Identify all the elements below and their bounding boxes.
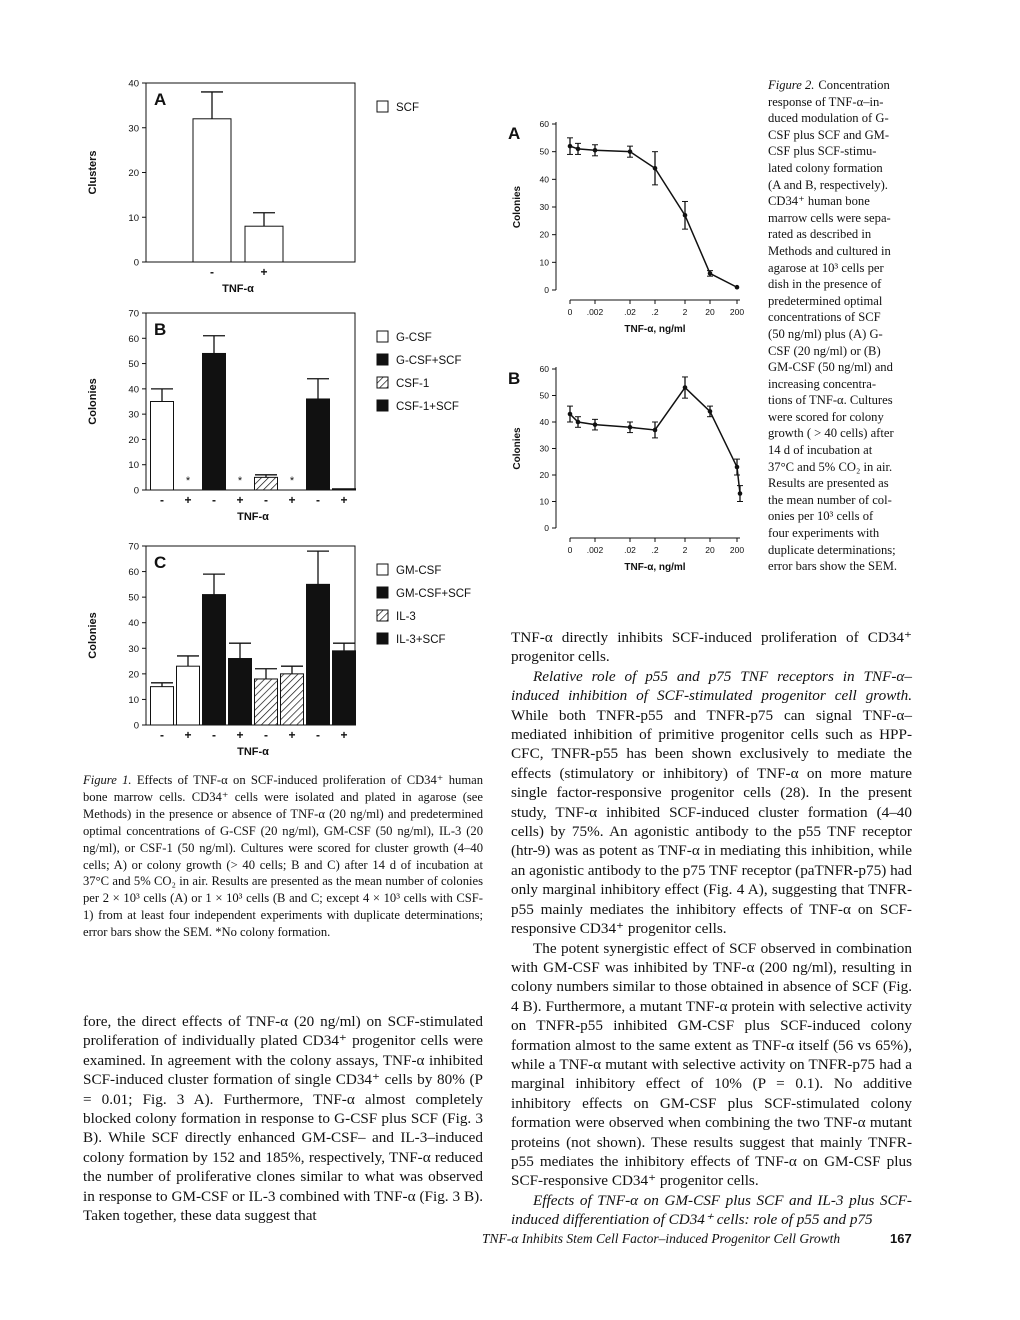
figure1-caption-label: Figure 1. [83, 773, 132, 787]
tnf-sign: + [340, 728, 348, 742]
bar [203, 353, 226, 490]
y-tick-label: 20 [128, 168, 139, 179]
y-tick-label: 60 [128, 333, 139, 345]
figure2-caption-line: rated as described in [768, 227, 872, 242]
x-tick-label: 2 [682, 307, 688, 317]
no-colony-mark: * [185, 475, 191, 487]
figure2-caption [768, 77, 928, 575]
y-tick-label: 20 [539, 470, 549, 480]
bar [177, 666, 200, 725]
tnf-sign: - [212, 728, 216, 742]
panel-letter: A [154, 90, 167, 109]
figure2-caption-line: Methods and cultured in [768, 243, 891, 258]
legend-label: IL-3+SCF [396, 634, 446, 646]
x-tick-label: 20 [705, 307, 715, 317]
figure2-caption-line: were scored for colony [768, 409, 884, 424]
tnf-sign: + [288, 728, 296, 742]
figure2-caption-line: error bars show the SEM. [768, 559, 898, 574]
x-tick-label: 0 [567, 307, 573, 317]
figure1-caption [83, 772, 483, 941]
legend-swatch [377, 377, 388, 388]
bar [151, 402, 174, 491]
y-tick-label: 0 [133, 257, 139, 269]
figure1-panel-b [80, 305, 500, 530]
tnf-sign: - [160, 728, 164, 742]
y-tick-label: 30 [128, 643, 139, 655]
data-point [628, 425, 633, 430]
legend-swatch [377, 587, 388, 598]
figure1-panel-c [80, 538, 500, 763]
left-column-paragraph: fore, the direct effects of TNF-α (20 ng/ml) on SCF-stimulated proliferation of individually plated CD34⁺ progenitor cells were examined. In agreement with the colony assays, TNF-α inhibited SCF-induced cluster formation of single CD34⁺ cells by 80% (P = 0.01; Fig. 3 A). Furthermore, TNF-α almost completely blocked colony formation in response to G-CSF plus SCF (Fig. 3 B). While SCF directly enhanced GM-CSF– and IL-3–induced colony formation by 152 and 185%, respectively, TNF-α reduced the number of proliferative clones similar to what was observed in response to GM-CSF or IL-3 combined with TNF-α (Fig. 3 B). Taken together, these data suggest that [83, 1013, 483, 1225]
x-tick-label: .002 [586, 545, 604, 555]
y-tick-label: 50 [128, 359, 139, 371]
data-point [708, 271, 713, 276]
y-tick-label: 60 [539, 364, 549, 374]
legend-label: SCF [396, 102, 419, 114]
bar [193, 119, 231, 262]
figure2-caption-line: increasing concentra- [768, 376, 877, 391]
figure2-caption-line: (A and B, respectively). [768, 177, 888, 192]
legend-swatch [377, 564, 388, 575]
x-axis-label: TNF-α [222, 283, 254, 295]
data-point [628, 149, 633, 154]
figure2-caption-line: marrow cells were sepa- [768, 210, 891, 225]
legend-swatch [377, 633, 388, 644]
y-tick-label: 10 [128, 212, 139, 224]
legend-swatch [377, 331, 388, 342]
y-tick-label: 10 [128, 694, 139, 706]
legend-swatch [377, 610, 388, 621]
figure2-caption-line: tions of TNF-α. Cultures [768, 393, 893, 408]
no-colony-mark: * [237, 475, 243, 487]
x-axis-label: TNF-α, ng/ml [624, 324, 686, 335]
data-point [653, 428, 658, 433]
data-point [708, 409, 713, 414]
y-tick-label: 60 [128, 567, 139, 579]
y-tick-label: 40 [539, 417, 549, 427]
figure2-caption-line: the mean number of col- [768, 492, 892, 507]
x-tick-label: .002 [586, 307, 604, 317]
figure2-caption-line: predetermined optimal [768, 293, 883, 308]
figure2-caption-line: CD34⁺ human bone [768, 194, 870, 209]
figure2-caption-line: (50 ng/ml) plus (A) G- [768, 326, 883, 341]
figure2-caption-label: Figure 2. [768, 78, 815, 92]
tnf-sign: - [316, 493, 320, 507]
right-column-text [511, 628, 912, 1230]
tnf-sign: + [184, 728, 192, 742]
y-tick-label: 40 [128, 618, 139, 630]
figure2-caption-line: 37°C and 5% CO₂ in air. [768, 459, 893, 474]
bar [255, 679, 278, 725]
data-point [683, 385, 688, 390]
data-point [683, 213, 688, 218]
x-tick-label: 0 [567, 545, 573, 555]
bar [245, 226, 283, 262]
y-tick-label: 40 [539, 174, 549, 185]
legend-label: CSF-1 [396, 378, 430, 390]
left-column-text [83, 1012, 483, 1225]
y-tick-label: 0 [544, 285, 549, 295]
y-tick-label: 40 [128, 384, 139, 396]
x-tick-label: .2 [651, 307, 659, 317]
tnf-sign: + [236, 728, 244, 742]
legend-label: CSF-1+SCF [396, 401, 459, 413]
panel-letter: A [508, 124, 521, 143]
tnf-sign: - [316, 728, 320, 742]
y-tick-label: 30 [128, 409, 139, 421]
panel-letter: B [508, 369, 521, 388]
figure2-caption-line: CSF plus SCF-stimu- [768, 144, 877, 159]
bar [151, 687, 174, 725]
data-point [576, 420, 581, 425]
y-tick-label: 0 [544, 523, 549, 533]
legend-swatch [377, 354, 388, 365]
data-point [735, 465, 740, 470]
y-tick-label: 20 [128, 669, 139, 681]
figure2-caption-line: growth ( > 40 cells) after [768, 426, 894, 441]
x-axis-label: TNF-α [237, 746, 269, 758]
figure2-caption-line: Concentration [818, 78, 890, 92]
tnf-sign: - [264, 728, 268, 742]
bar [255, 477, 278, 490]
tnf-sign: + [260, 265, 268, 279]
bar [333, 489, 356, 490]
right-paragraph-4 [511, 1191, 912, 1230]
y-tick-label: 40 [128, 78, 139, 90]
bar [307, 584, 330, 725]
bar [333, 651, 356, 725]
figure2-caption-line: lated colony formation [768, 160, 883, 175]
page-number: 167 [890, 1231, 912, 1246]
data-point [576, 147, 581, 152]
figure2-caption-line: GM-CSF (50 ng/ml) and [768, 360, 893, 375]
running-title: TNF-α Inhibits Stem Cell Factor–induced Progenitor Cell Growth [482, 1231, 841, 1246]
y-tick-label: 50 [128, 592, 139, 604]
figure1-caption-text: Effects of TNF-α on SCF-induced proliferation of CD34⁺ human bone marrow cells. CD34⁺ cells were isolated and plated in agarose (see Methods) in the presence or absence of TNF-α (20 ng/ml) and predetermined optimal concentrations of G-CSF (20 ng/ml), GM-CSF (50 ng/ml), IL-3 (20 ng/ml), or CSF-1 (50 ng/ml). Cultures were scored for cluster growth (4–40 cells; A) or colony growth (> 40 cells; B and C) after 14 d of incubation at 37°C and 5% CO₂ in air. Results are presented as the mean number of colonies per 2 × 10³ cells (A) or 1 × 10³ cells (B and C; except 4 × 10³ cells with CSF-1) from at least four independent experiments with duplicate determinations; error bars show the SEM. *No colony formation. [83, 773, 483, 940]
legend-swatch [377, 101, 388, 112]
right-paragraph-2-body: While both TNFR-p55 and TNFR-p75 can signal TNF-α–mediated inhibition of primitive progenitor cells such as HPP-CFC, TNFR-p55 has been shown exclusively to mediate the effects (stimulatory or inhibitory) of TNF-α on more mature single factor-responsive progenitor cells (28). In the present study, TNF-α inhibited SCF-induced cluster formation (4–40 cells) by 75%. An agonistic antibody to the p55 TNF receptor (htr-9) was as potent as TNF-α in mediating this inhibition, while an agonistic antibody to the p75 TNF receptor (paTNFR-p75) had only marginal inhibitory effect (Fig. 4 A), suggesting that TNFR-p55 mainly mediates the inhibitory effects of TNF-α on SCF-responsive CD34⁺ progenitor cells. [511, 706, 912, 938]
data-point [653, 166, 658, 171]
figure2-caption-line: duplicate determinations; [768, 542, 896, 557]
data-point [568, 412, 573, 417]
figure2-panel-a [500, 100, 760, 350]
y-axis-label: Colonies [512, 185, 523, 229]
figure2-caption-line: concentrations of SCF [768, 310, 881, 325]
y-tick-label: 10 [539, 496, 549, 507]
tnf-sign: - [210, 265, 214, 279]
panel-letter: B [154, 320, 167, 339]
bar [203, 595, 226, 725]
y-axis-label: Colonies [87, 612, 99, 659]
tnf-sign: - [264, 493, 268, 507]
figure2-caption-line: CSF (20 ng/ml) or (B) [768, 343, 881, 358]
figure2-caption-line: onies per 10³ cells of [768, 509, 874, 524]
y-tick-label: 50 [539, 146, 549, 157]
y-tick-label: 30 [539, 202, 549, 212]
right-paragraph-2 [511, 667, 912, 939]
data-point [735, 285, 740, 290]
right-paragraph-3: The potent synergistic effect of SCF observed in combination with GM-CSF was inhibited by TNF-α (200 ng/ml), resulting in colony numbers similar to those obtained in absence of SCF (Fig. 4 B). Furthermore, a mutant TNF-α protein with selective activity on TNFR-p55 inhibited GM-CSF plus SCF-induced colony formation almost to the same extent as TNF-α itself (56 vs 65%), while a TNF-α mutant with selective activity on TNFR-p75 had a marginal inhibitory effect of 10% (P = 0.1). No additive inhibitory effects on GM-CSF plus SCF-stimulated colony formation were observed when combining the two TNF-α mutant proteins (not shown). These results suggest that mainly TNFR-p55 mediates the inhibitory effects of TNF-α on GM-CSF plus SCF-responsive CD34⁺ progenitor cells. [511, 939, 912, 1190]
x-tick-label: .02 [624, 545, 636, 555]
figure2-caption-line: response of TNF-α–in- [768, 94, 884, 109]
y-tick-label: 20 [539, 229, 549, 240]
tnf-sign: + [288, 493, 296, 507]
y-tick-label: 70 [128, 308, 139, 320]
data-point [568, 144, 573, 149]
tnf-sign: - [212, 493, 216, 507]
figure2-caption-line: duced modulation of G- [768, 111, 889, 126]
section-heading-differentiation: Effects of TNF-α on GM-CSF plus SCF and IL-3 plus SCF-induced differentiation of CD34⁺ cells: role of p55 and p75 [511, 1191, 912, 1229]
tnf-sign: + [184, 493, 192, 507]
x-tick-label: 2 [682, 545, 688, 555]
y-axis-label: Clusters [87, 150, 99, 195]
y-tick-label: 30 [539, 443, 549, 454]
panel-letter: C [154, 553, 167, 572]
y-axis-label: Colonies [87, 378, 99, 425]
no-colony-mark: * [289, 475, 295, 487]
tnf-sign: + [236, 493, 244, 507]
y-tick-label: 0 [133, 720, 139, 732]
y-tick-label: 0 [133, 485, 139, 497]
right-paragraph-1: TNF-α directly inhibits SCF-induced proliferation of CD34⁺ progenitor cells. [511, 629, 912, 666]
x-axis-label: TNF-α [237, 511, 269, 523]
section-heading-receptors: Relative role of p55 and p75 TNF receptors in TNF-α–induced inhibition of SCF-stimulated progenitor cell growth. [511, 667, 912, 705]
figure2-panel-b [500, 355, 760, 580]
data-point [593, 422, 598, 427]
data-point [738, 491, 743, 496]
legend-label: GM-CSF [396, 565, 442, 577]
bar [307, 399, 330, 490]
bar [229, 659, 252, 725]
y-tick-label: 60 [539, 119, 549, 129]
y-tick-label: 10 [539, 257, 549, 268]
figure2-caption-line: dish in the presence of [768, 277, 882, 292]
legend-label: IL-3 [396, 611, 416, 623]
legend-label: GM-CSF+SCF [396, 588, 472, 600]
x-axis-label: TNF-α, ng/ml [624, 562, 686, 573]
tnf-sign: - [160, 493, 164, 507]
y-tick-label: 50 [539, 390, 549, 401]
y-tick-label: 30 [128, 123, 139, 135]
figure1-panel-a [80, 75, 500, 300]
data-point [593, 148, 598, 153]
x-tick-label: 200 [729, 545, 745, 555]
y-axis-label: Colonies [512, 427, 523, 470]
x-tick-label: .02 [624, 307, 636, 317]
y-tick-label: 20 [128, 434, 139, 446]
figure2-caption-line: agarose at 10³ cells per [768, 260, 884, 275]
legend-swatch [377, 400, 388, 411]
y-tick-label: 10 [128, 460, 139, 472]
y-tick-label: 70 [128, 541, 139, 553]
bar [281, 674, 304, 725]
legend-label: G-CSF [396, 332, 432, 344]
figure2-caption-line: four experiments with [768, 526, 880, 541]
x-tick-label: 20 [705, 545, 715, 555]
x-tick-label: .2 [651, 545, 659, 555]
legend-label: G-CSF+SCF [396, 355, 462, 367]
figure2-caption-line: CSF plus SCF and GM- [768, 127, 890, 142]
x-tick-label: 200 [729, 307, 745, 317]
series-line [570, 388, 740, 494]
tnf-sign: + [340, 493, 348, 507]
figure2-caption-line: 14 d of incubation at [768, 443, 873, 458]
figure2-caption-line: Results are presented as [768, 476, 889, 491]
